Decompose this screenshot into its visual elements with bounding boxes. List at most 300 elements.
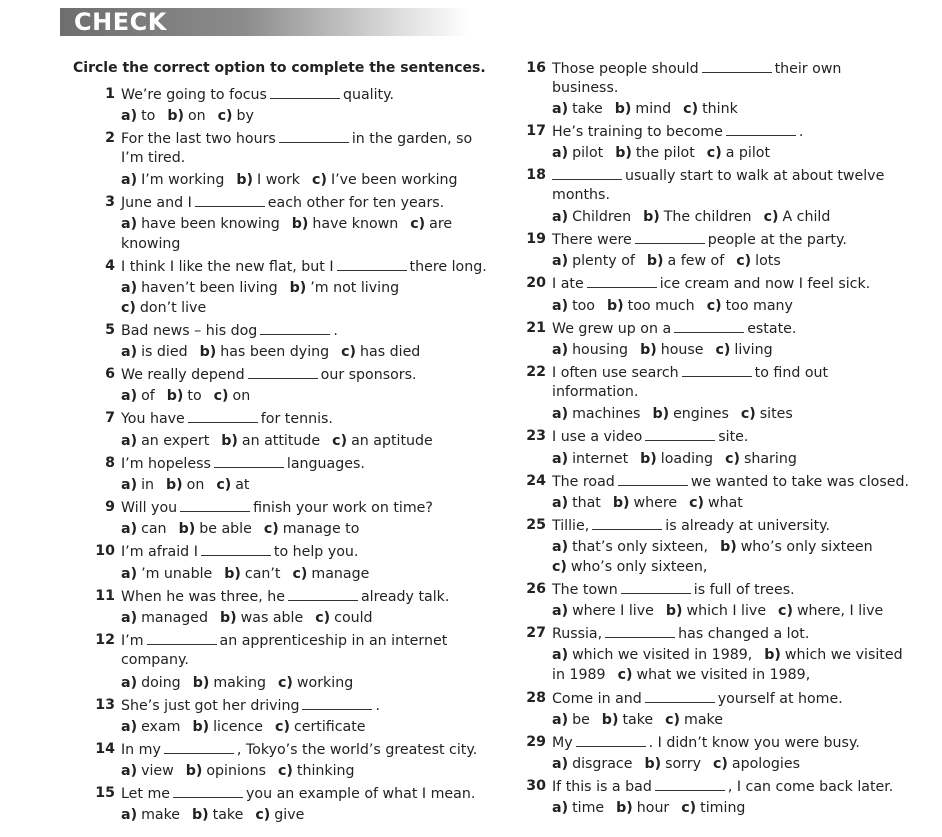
option-1[interactable]: [221, 433, 320, 449]
options-line: [552, 665, 810, 685]
option-0[interactable]: [121, 675, 181, 691]
sentence-continuation: I’m tired.: [121, 150, 186, 166]
option-0[interactable]: [121, 521, 167, 537]
option-0[interactable]: [552, 209, 631, 225]
sentence-start: Russia,: [552, 626, 603, 642]
question-16: [526, 58, 842, 79]
option-0[interactable]: [552, 451, 628, 467]
option-text: take: [572, 101, 603, 117]
option-2[interactable]: [255, 807, 304, 823]
sentence-end: our sponsors.: [320, 367, 417, 383]
answer-blank: [635, 229, 705, 244]
option-text: by: [236, 108, 254, 124]
option-text: be able: [199, 521, 252, 537]
option-text: lots: [755, 253, 781, 269]
answer-blank: [618, 471, 688, 486]
question-11: [95, 586, 450, 607]
option-letter: a): [552, 451, 569, 467]
question-number: 10: [95, 543, 115, 559]
answer-blank: [188, 408, 258, 423]
option-letter: b): [616, 800, 633, 816]
option-letter: a): [552, 342, 569, 358]
question-number: 14: [95, 741, 115, 757]
option-letter: c): [740, 406, 756, 422]
option-letter: c): [315, 610, 331, 626]
sentence-end: finish your work on time?: [253, 500, 433, 516]
option-0[interactable]: [552, 406, 640, 422]
header-banner: [60, 8, 470, 36]
option-text: on: [186, 477, 205, 493]
option-0[interactable]: [552, 145, 603, 161]
option-letter: c): [706, 298, 722, 314]
option-letter: c): [213, 388, 229, 404]
option-text: a few of: [667, 253, 725, 269]
option-letter: c): [121, 300, 136, 316]
option-letter: b): [764, 647, 781, 663]
option-text: managed: [141, 610, 209, 626]
question-15: [95, 783, 476, 804]
option-2[interactable]: [341, 344, 420, 360]
option-text: be: [572, 712, 590, 728]
option-text: sites: [759, 406, 793, 422]
option-letter: c): [763, 209, 779, 225]
option-0[interactable]: [552, 342, 628, 358]
option-1[interactable]: [602, 712, 653, 728]
question-number: 7: [105, 410, 115, 426]
option-1[interactable]: [640, 342, 703, 358]
options-line: [552, 754, 800, 774]
option-letter: b): [612, 495, 630, 511]
option-0[interactable]: [552, 298, 595, 314]
option-letter: a): [121, 280, 138, 296]
question-20: [526, 273, 871, 294]
options-line: [552, 404, 793, 424]
option-letter: b): [643, 209, 660, 225]
option-letter: c): [278, 763, 293, 779]
question-number: 12: [95, 632, 115, 648]
option-letter: a): [552, 101, 569, 117]
option-0[interactable]: [552, 800, 604, 816]
option-1[interactable]: [764, 647, 902, 663]
option-2[interactable]: [292, 566, 369, 582]
option-letter: a): [552, 800, 569, 816]
question-number: 6: [105, 366, 115, 382]
answer-blank: [147, 630, 217, 645]
option-letter: c): [292, 566, 308, 582]
option-1[interactable]: [179, 521, 252, 537]
option-0[interactable]: [121, 280, 278, 296]
option-0[interactable]: [121, 807, 180, 823]
option-text: an attitude: [241, 433, 321, 449]
sentence-start: Will you: [121, 500, 178, 516]
question-30: [526, 776, 894, 797]
option-letter: b): [221, 433, 238, 449]
option-0[interactable]: [121, 477, 154, 493]
sentence-end: to help you.: [273, 544, 359, 560]
sentence-end: has changed a lot.: [678, 626, 810, 642]
option-text: could: [334, 610, 373, 626]
option-text: has been dying: [220, 344, 330, 360]
option-2[interactable]: [218, 108, 254, 124]
option-1[interactable]: [647, 253, 724, 269]
option-2[interactable]: [689, 495, 743, 511]
options-line: [121, 608, 373, 628]
question-17: [526, 121, 804, 142]
option-2[interactable]: [683, 101, 738, 117]
sentence-end: an apprenticeship in an internet: [219, 633, 448, 649]
option-text: have been knowing: [141, 216, 280, 232]
option-text: give: [274, 807, 305, 823]
sentence-start: I’m: [121, 633, 144, 649]
option-letter: b): [644, 756, 662, 772]
sentence-start: We really depend: [121, 367, 245, 383]
option-letter: a): [552, 298, 569, 314]
option-1[interactable]: [643, 209, 751, 225]
answer-blank: [655, 776, 725, 791]
option-text: house: [660, 342, 704, 358]
option-letter: a): [552, 647, 569, 663]
sentence-start: I often use search: [552, 365, 679, 381]
sentence-start: He’s training to become: [552, 124, 723, 140]
option-0[interactable]: [121, 433, 209, 449]
option-1[interactable]: [167, 388, 202, 404]
option-letter: a): [121, 344, 138, 360]
sentence-start: June and I: [121, 195, 192, 211]
option-letter: a): [121, 807, 138, 823]
option-letter: c): [332, 433, 348, 449]
options-line: [121, 214, 452, 234]
option-0[interactable]: [552, 603, 654, 619]
option-0[interactable]: [121, 763, 174, 779]
option-2[interactable]: [410, 216, 452, 232]
option-0[interactable]: [121, 610, 208, 626]
option-2[interactable]: [264, 521, 360, 537]
answer-blank: [702, 58, 772, 73]
sentence-end: to find out: [754, 365, 829, 381]
option-1[interactable]: [220, 610, 303, 626]
option-letter: c): [278, 675, 293, 691]
sentence-end: estate.: [747, 321, 797, 337]
option-2[interactable]: [778, 603, 883, 619]
option-continuation: in 1989: [552, 667, 606, 683]
option-2[interactable]: [665, 712, 723, 728]
sentence-start: We’re going to focus: [121, 87, 267, 103]
question-number: 26: [526, 581, 546, 597]
option-1[interactable]: [616, 800, 669, 816]
option-letter: c): [736, 253, 752, 269]
option-letter: b): [615, 145, 632, 161]
answer-blank: [201, 541, 271, 556]
option-0[interactable]: [552, 101, 603, 117]
answer-blank: [270, 84, 340, 99]
option-letter: c): [216, 477, 232, 493]
option-letter: c): [217, 108, 233, 124]
sentence-end: site.: [718, 429, 749, 445]
option-text: too much: [627, 298, 695, 314]
sentence-end: in the garden, so: [351, 131, 473, 147]
option-0[interactable]: [552, 539, 708, 555]
option-text: sharing: [743, 451, 797, 467]
options-line: [552, 537, 873, 557]
option-1[interactable]: [166, 477, 204, 493]
option-letter: a): [121, 216, 138, 232]
answer-blank: [645, 426, 715, 441]
question-number: 2: [105, 130, 115, 146]
options-line: [552, 340, 773, 360]
option-0[interactable]: [552, 647, 752, 663]
sentence-start: Tillie,: [552, 518, 590, 534]
option-letter: c): [689, 495, 704, 511]
options-line: [121, 342, 420, 362]
option-1[interactable]: [615, 101, 671, 117]
sentence-start: Let me: [121, 786, 171, 802]
options-line: [552, 449, 797, 469]
sentence-start: In my: [121, 742, 161, 758]
option-text: internet: [572, 451, 629, 467]
option-1[interactable]: [167, 108, 205, 124]
option-text: apologies: [731, 756, 800, 772]
option-text: to: [187, 388, 202, 404]
question-27: [526, 623, 810, 644]
option-0[interactable]: [552, 253, 635, 269]
option-0[interactable]: [618, 667, 811, 683]
options-line: [121, 278, 399, 298]
option-text: pilot: [572, 145, 604, 161]
options-line: [121, 386, 250, 406]
question-29: [526, 732, 860, 753]
option-text: have known: [312, 216, 399, 232]
option-0[interactable]: [121, 172, 224, 188]
option-letter: a): [552, 539, 569, 555]
options-line: [552, 557, 707, 577]
option-0[interactable]: [552, 756, 632, 772]
option-text: mind: [635, 101, 672, 117]
option-text: are: [429, 216, 453, 232]
question-5: [105, 320, 338, 341]
options-line: [552, 251, 781, 271]
sentence-end: yourself at home.: [717, 691, 843, 707]
question-number: 28: [526, 690, 546, 706]
option-1[interactable]: [224, 566, 280, 582]
option-2[interactable]: [681, 800, 745, 816]
option-text: housing: [572, 342, 629, 358]
sentence-continuation: months.: [552, 187, 610, 203]
sentence-end: .: [798, 124, 804, 140]
sentence-start: We grew up on a: [552, 321, 672, 337]
option-2[interactable]: [725, 451, 797, 467]
option-2[interactable]: [707, 145, 770, 161]
option-1[interactable]: [290, 280, 399, 296]
option-2[interactable]: [214, 388, 251, 404]
option-letter: a): [121, 521, 138, 537]
question-number: 13: [95, 697, 115, 713]
options-line: [121, 673, 353, 693]
option-2[interactable]: [312, 172, 457, 188]
option-text: view: [141, 763, 174, 779]
option-text: Children: [572, 209, 632, 225]
option-letter: c): [665, 712, 681, 728]
question-number: 5: [105, 322, 115, 338]
option-letter: a): [552, 603, 569, 619]
question-number: 23: [526, 428, 546, 444]
option-1[interactable]: [613, 495, 677, 511]
option-letter: b): [236, 172, 253, 188]
options-line: [121, 519, 359, 539]
sentence-end: languages.: [286, 456, 365, 472]
option-letter: b): [601, 712, 619, 728]
option-text: to: [141, 108, 156, 124]
options-line: [552, 645, 903, 665]
option-1[interactable]: [615, 145, 695, 161]
option-0[interactable]: [121, 108, 155, 124]
option-text: where: [633, 495, 678, 511]
option-1[interactable]: [720, 539, 873, 555]
option-letter: b): [640, 451, 657, 467]
option-text: is died: [141, 344, 188, 360]
option-2[interactable]: [278, 763, 355, 779]
answer-blank: [592, 515, 662, 530]
options-line: [552, 493, 743, 513]
option-0[interactable]: [552, 495, 601, 511]
option-0[interactable]: [552, 559, 707, 575]
sentence-start: She’s just got her driving: [121, 698, 300, 714]
option-2[interactable]: [707, 298, 793, 314]
option-1[interactable]: [644, 756, 701, 772]
option-letter: c): [778, 603, 793, 619]
sentence-start: There were: [552, 232, 632, 248]
option-1[interactable]: [236, 172, 300, 188]
option-0[interactable]: [552, 712, 590, 728]
sentence-end: their own: [774, 61, 842, 77]
option-text: who’s only sixteen,: [570, 559, 708, 575]
option-1[interactable]: [192, 719, 263, 735]
option-letter: b): [289, 280, 307, 296]
question-13: [95, 695, 380, 716]
option-1[interactable]: [666, 603, 766, 619]
option-letter: c): [552, 559, 567, 575]
option-2[interactable]: [332, 433, 433, 449]
option-text: opinions: [206, 763, 266, 779]
option-1[interactable]: [193, 675, 266, 691]
sentence-end: each other for ten years.: [267, 195, 445, 211]
question-28: [526, 688, 843, 709]
option-text: was able: [240, 610, 304, 626]
answer-blank: [214, 453, 284, 468]
option-1[interactable]: [192, 807, 243, 823]
option-text: has died: [360, 344, 421, 360]
option-2[interactable]: [315, 610, 372, 626]
option-0[interactable]: [121, 344, 188, 360]
option-0[interactable]: [121, 300, 206, 316]
option-2[interactable]: [764, 209, 831, 225]
option-letter: a): [552, 209, 569, 225]
question-26: [526, 579, 795, 600]
options-line: [121, 564, 369, 584]
question-10: [95, 541, 359, 562]
option-letter: a): [121, 763, 138, 779]
sentence-start: The road: [552, 474, 615, 490]
option-text: take: [622, 712, 654, 728]
option-text: can: [141, 521, 167, 537]
option-text: where I live: [572, 603, 654, 619]
sentence-end: ice cream and now I feel sick.: [659, 276, 871, 292]
option-text: loading: [660, 451, 714, 467]
answer-blank: [248, 364, 318, 379]
option-text: thinking: [296, 763, 355, 779]
option-letter: c): [275, 719, 290, 735]
answer-blank: [674, 318, 744, 333]
sentence-end: . I didn’t know you were busy.: [648, 735, 860, 751]
option-text: can’t: [244, 566, 281, 582]
option-letter: c): [255, 807, 271, 823]
option-2[interactable]: [216, 477, 249, 493]
option-text: what we visited in 1989,: [636, 667, 811, 683]
option-text: of: [141, 388, 155, 404]
option-2[interactable]: [716, 342, 773, 358]
option-1[interactable]: [200, 344, 330, 360]
option-1[interactable]: [640, 451, 713, 467]
option-letter: a): [552, 406, 569, 422]
option-letter: a): [121, 566, 138, 582]
option-text: exam: [141, 719, 181, 735]
option-text: A child: [782, 209, 831, 225]
option-2[interactable]: [278, 675, 353, 691]
option-2[interactable]: [741, 406, 793, 422]
options-line: [552, 798, 745, 818]
option-letter: c): [617, 667, 633, 683]
option-text: make: [141, 807, 181, 823]
option-1[interactable]: [186, 763, 266, 779]
option-letter: b): [166, 477, 183, 493]
option-text: who’s only sixteen: [740, 539, 873, 555]
sentence-end: already talk.: [360, 589, 450, 605]
option-1[interactable]: [292, 216, 398, 232]
option-2[interactable]: [275, 719, 366, 735]
question-number: 30: [526, 778, 546, 794]
option-letter: b): [665, 603, 683, 619]
option-2[interactable]: [736, 253, 780, 269]
option-text: don’t live: [139, 300, 207, 316]
option-letter: a): [552, 495, 569, 511]
option-text: the pilot: [635, 145, 695, 161]
question-number: 18: [526, 167, 546, 183]
option-letter: a): [121, 388, 138, 404]
question-number: 22: [526, 364, 546, 380]
option-text: haven’t been living: [141, 280, 278, 296]
option-1[interactable]: [652, 406, 728, 422]
sentence-start: The town: [552, 582, 618, 598]
question-number: 29: [526, 734, 546, 750]
option-text: working: [296, 675, 354, 691]
question-9: [105, 497, 433, 518]
option-2[interactable]: [713, 756, 800, 772]
option-0[interactable]: [121, 719, 180, 735]
option-text: on: [232, 388, 251, 404]
option-letter: b): [192, 675, 210, 691]
option-letter: a): [121, 433, 138, 449]
option-0[interactable]: [121, 566, 212, 582]
option-letter: b): [192, 807, 209, 823]
sentence-end: is already at university.: [665, 518, 831, 534]
option-text: ’m not living: [310, 280, 400, 296]
question-22: [526, 362, 829, 383]
option-1[interactable]: [607, 298, 695, 314]
answer-blank: [552, 165, 622, 180]
option-0[interactable]: [121, 216, 280, 232]
option-text: an expert: [141, 433, 210, 449]
option-letter: b): [220, 610, 237, 626]
option-0[interactable]: [121, 388, 155, 404]
